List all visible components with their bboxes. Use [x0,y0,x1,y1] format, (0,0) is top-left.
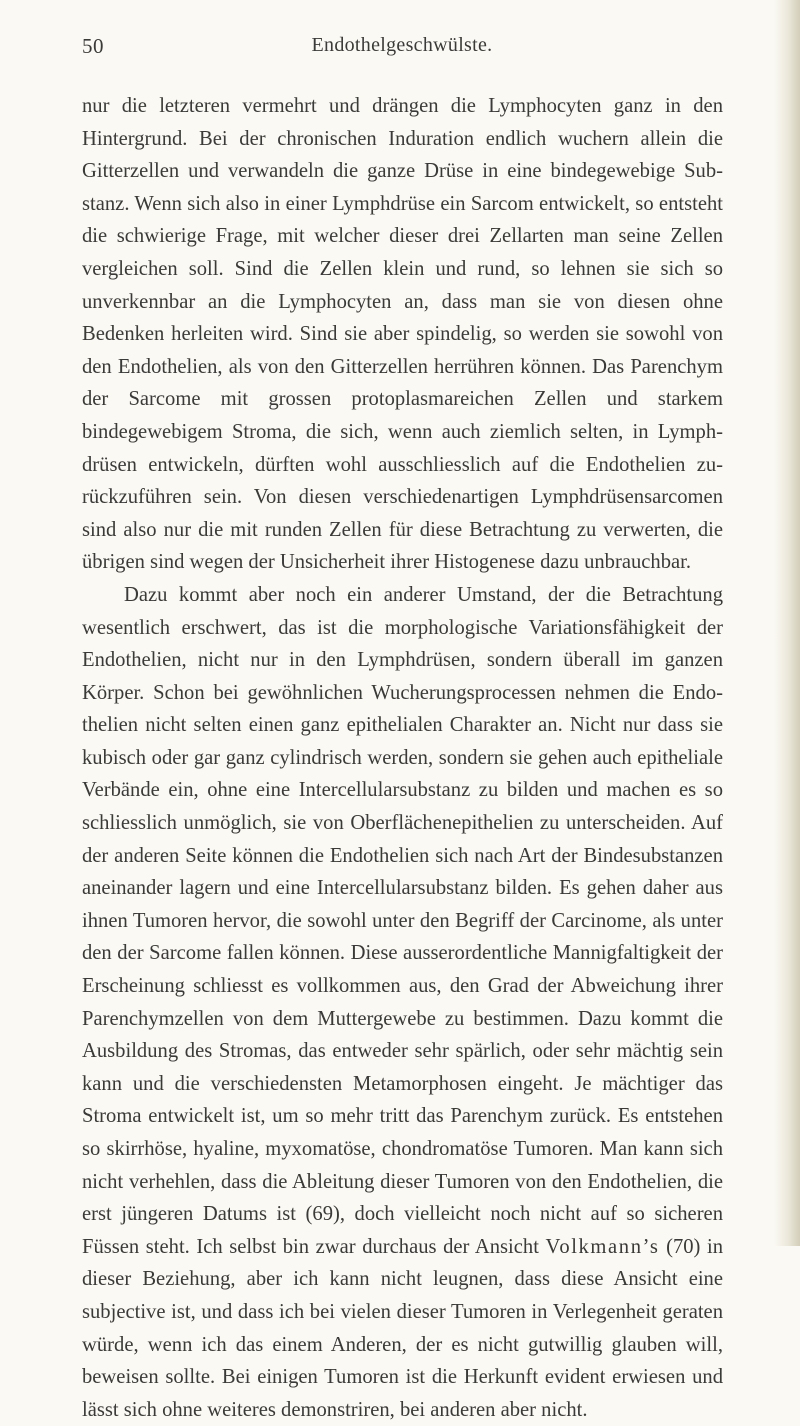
paragraph-2 [82,579,723,1426]
running-title: Endothelgeschwülste. [311,34,493,56]
paragraph-2-text-before: Dazu kommt aber noch ein anderer Umstand, der die Betrachtung wesentlich erschwert, das ist die morphologische Variationsfähigkeit der Endothelien, nicht nur in den Lymphdrüsen, sondern überall im ganzen Körper. Schon bei gewöhnlichen Wucherungsprocessen nehmen die Endothelien nicht selten einen ganz epithelialen Charakter an. Nicht nur dass sie kubisch oder gar ganz cylindrisch werden, sondern sie gehen auch epitheliale Verbände ein, ohne eine Intercellularsubstanz zu bilden und machen es so schliesslich unmöglich, sie von Oberflächenepithelien zu unterscheiden. Auf der anderen Seite können die Endothelien sich nach Art der Bindesubstanzen aneinander lagern und eine Intercellularsubstanz bilden. Es gehen daher aus ihnen Tumoren hervor, die sowohl unter den Begriff der Carcinome, als unter den der Sarcome fallen können. Diese ausserordentliche Mannigfaltigkeit der Erscheinung schliesst es vollkommen aus, den Grad der Abweichung ihrer Parenchymzellen von dem Muttergewebe zu bestimmen. Dazu kommt die Ausbildung des Stromas, das entweder sehr spärlich, oder sehr mächtig sein kann und die verschiedensten Metamorphosen eingeht. Je mächtiger das Stroma entwickelt ist, um so mehr tritt das Parenchym zurück. Es entstehen so skirrhöse, hyaline, myxomatöse, chondromatöse Tumoren. Man kann sich nicht verhehlen, dass die Ableitung dieser Tumoren von den Endothelien, die erst jüngeren Datums ist (69), doch vielleicht noch nicht auf so sicheren Füssen steht. Ich selbst bin zwar durchaus der Ansicht [82,583,723,1258]
body-text [82,90,723,1426]
page-header [82,34,722,60]
paragraph-2-text-after: (70) in dieser Beziehung, aber ich kann nicht leugnen, dass diese Ansicht eine subjective ist, und dass ich bei vielen dieser Tumoren in Verlegenheit geraten würde, wenn ich das einem Anderen, der es nicht gutwillig glauben will, beweisen sollte. Bei einigen Tumoren ist die Herkunft evident erwiesen und lässt sich ohne weiteres demonstriren, bei anderen aber nicht. [82,1235,723,1421]
paragraph-1: nur die letzteren vermehrt und drängen die Lymphocyten ganz in den Hintergrund. Bei der chronischen Induration endlich wuchern allein die Gitterzellen und verwandeln die ganze Drüse in eine bindegewebige Substanz. Wenn sich also in einer Lymphdrüse ein Sarcom entwickelt, so entsteht die schwierige Frage, mit welcher dieser drei Zellarten man seine Zellen vergleichen soll. Sind die Zellen klein und rund, so lehnen sie sich so unverkennbar an die Lymphocyten an, dass man sie von diesen ohne Bedenken herleiten wird. Sind sie aber spindelig, so werden sie sowohl von den Endothelien, als von den Gitterzellen herrühren können. Das Parenchym der Sarcome mit grossen protoplasmareichen Zellen und starkem bindegewebigem Stroma, die sich, wenn auch ziemlich selten, in Lymphdrüsen entwickeln, dürften wohl ausschliesslich auf die Endothelien zurückzuführen sein. Von diesen verschiedenartigen Lymphdrüsensarcomen sind also nur die mit runden Zellen für diese Betrachtung zu verwerten, die übrigen sind wegen der Unsicherheit ihrer Histogenese dazu unbrauchbar. [82,95,723,574]
page-number: 50 [82,34,104,58]
author-name-volkmann: Volkmann’s [545,1235,660,1258]
page-edge-shadow [774,0,800,1246]
